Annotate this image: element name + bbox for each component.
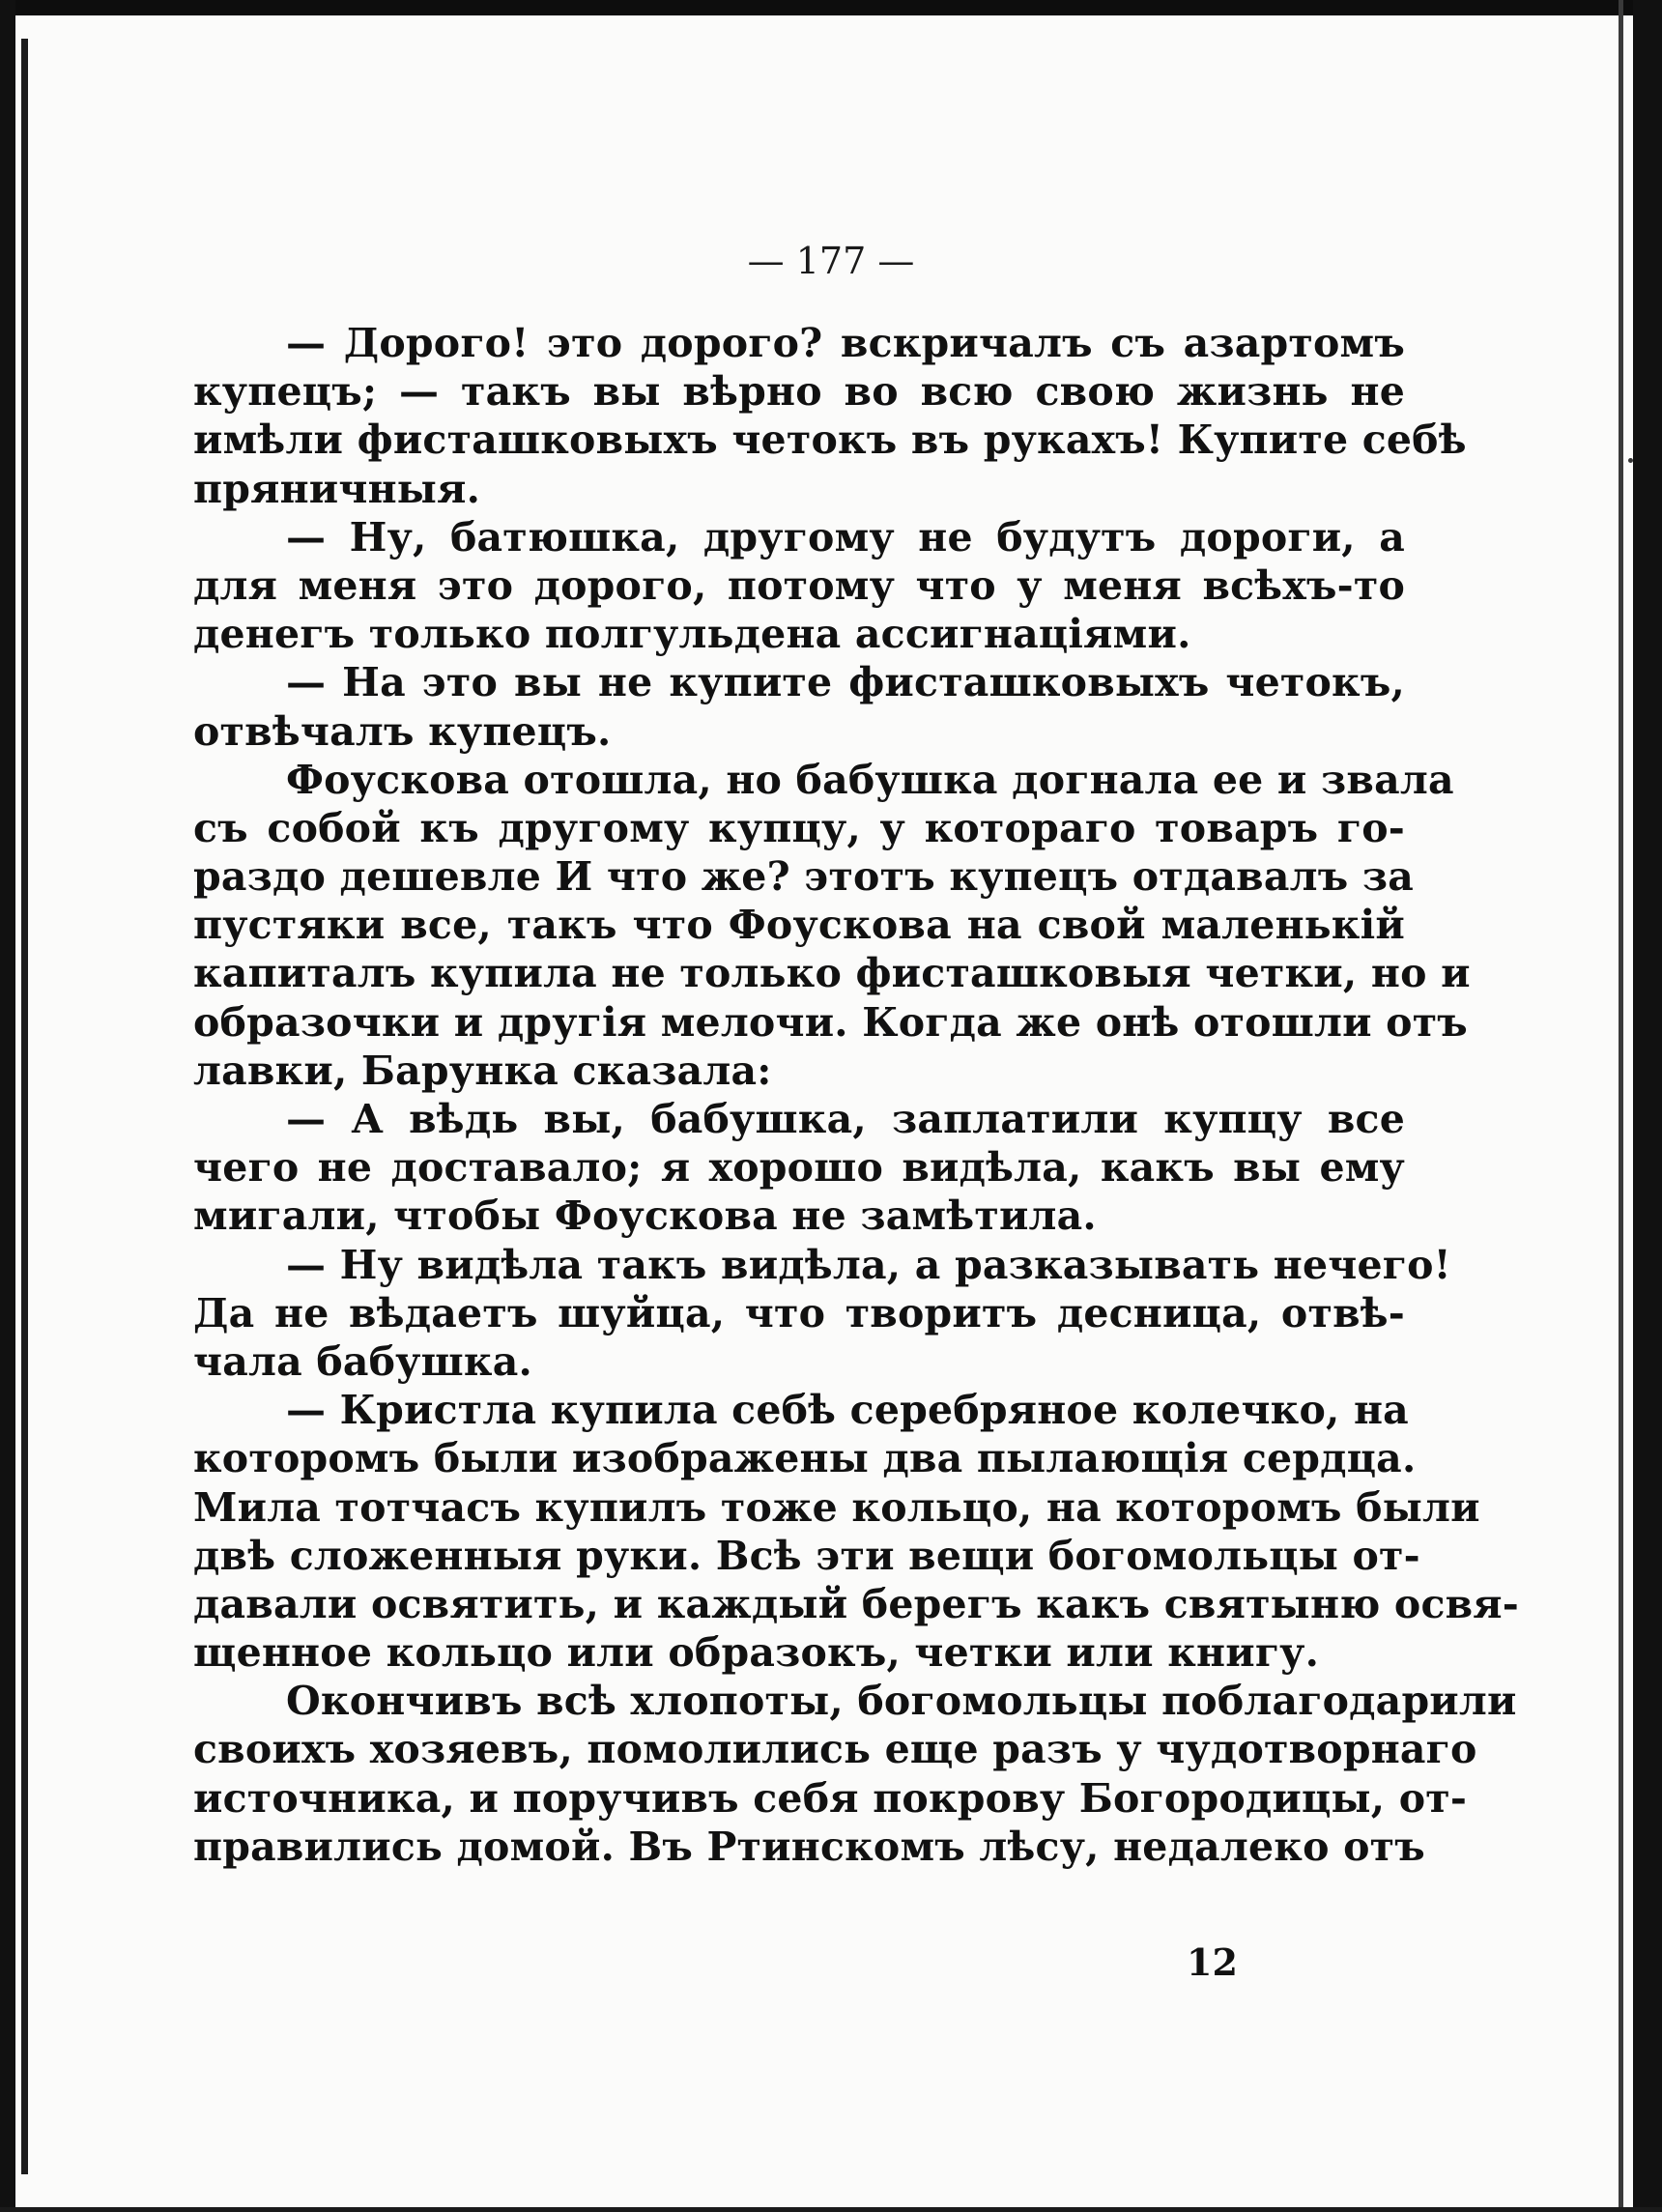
text-line: чала бабушка. <box>193 1337 532 1385</box>
page-number: — 177 — <box>747 240 915 282</box>
text-line: чего не доставало; я хорошо видѣла, какъ вы ему <box>193 1144 1405 1192</box>
text-line: образочки и другія мелочи. Когда же онѣ отошли отъ <box>193 998 1468 1046</box>
text-line: которомъ были изображены два пылающія сердца. <box>193 1435 1417 1482</box>
scan-left-inner-border <box>21 39 28 2174</box>
text-line: лавки, Барунка сказала: <box>193 1047 772 1094</box>
text-line: Окончивъ всѣ хлопоты, богомольцы поблагодарили <box>286 1678 1517 1725</box>
text-line: раздо дешевле И что же? этотъ купецъ отдавалъ за <box>193 853 1414 901</box>
text-line: мигали, чтобы Фоускова не замѣтила. <box>193 1192 1097 1240</box>
signature-mark: 12 <box>1187 1940 1238 1984</box>
text-line: отвѣчалъ купецъ. <box>193 707 612 755</box>
scan-top-border <box>0 0 1662 15</box>
text-line: — Ну, батюшка, другому не будутъ дороги, а <box>286 513 1405 560</box>
text-line: купецъ; — такъ вы вѣрно во всю свою жизнь не <box>193 368 1405 416</box>
text-line: давали освятить, и каждый берегъ какъ святыню освя- <box>193 1580 1520 1627</box>
text-line: — А вѣдь вы, бабушка, заплатили купцу все <box>286 1096 1405 1142</box>
text-line: для меня это дорого, потому что у меня всѣхъ-то <box>193 561 1405 609</box>
scan-speck <box>1628 458 1633 463</box>
text-line: — Дорого! это дорого? вскричалъ съ азартомъ <box>286 320 1405 366</box>
body-text <box>193 319 1520 1871</box>
text-line: своихъ хозяевъ, помолились еще разъ у чудотворнаго <box>193 1726 1477 1773</box>
text-line: пряничныя. <box>193 465 481 512</box>
scan-right-inner-border <box>1619 0 1623 2212</box>
text-line: денегъ только полгульдена ассигнаціями. <box>193 611 1191 658</box>
text-line: правились домой. Въ Ртинскомъ лѣсу, недалеко отъ <box>193 1823 1425 1870</box>
text-line: съ собой къ другому купцу, у котораго товаръ го- <box>193 804 1405 851</box>
text-line: двѣ сложенныя руки. Всѣ эти вещи богомольцы от- <box>193 1532 1420 1579</box>
scan-right-border <box>1633 0 1662 2212</box>
text-line: капиталъ купила не только фисташковыя четки, но и <box>193 950 1471 997</box>
text-line: — На это вы не купите фисташковыхъ четокъ, <box>286 659 1405 706</box>
text-line: пустяки все, такъ что Фоускова на свой маленькій <box>193 902 1405 949</box>
text-line: — Кристла купила себѣ серебряное колечко, на <box>286 1387 1409 1434</box>
text-line: источника, и поручивъ себя покрову Богородицы, от- <box>193 1774 1468 1822</box>
text-line: Да не вѣдаетъ шуйца, что творитъ десница, отвѣ- <box>193 1289 1405 1336</box>
text-line: — Ну видѣла такъ видѣла, а разказывать нечего! <box>286 1241 1451 1288</box>
scan-bottom-border <box>0 2207 1662 2212</box>
text-line: щенное кольцо или образокъ, четки или книгу. <box>193 1629 1320 1677</box>
text-line: имѣли фисташковыхъ четокъ въ рукахъ! Купите себѣ <box>193 417 1467 464</box>
text-line: Мила тотчасъ купилъ тоже кольцо, на которомъ были <box>193 1483 1480 1531</box>
scan-left-border <box>0 0 15 2212</box>
text-line: Фоускова отошла, но бабушка догнала ее и звала <box>286 756 1454 803</box>
